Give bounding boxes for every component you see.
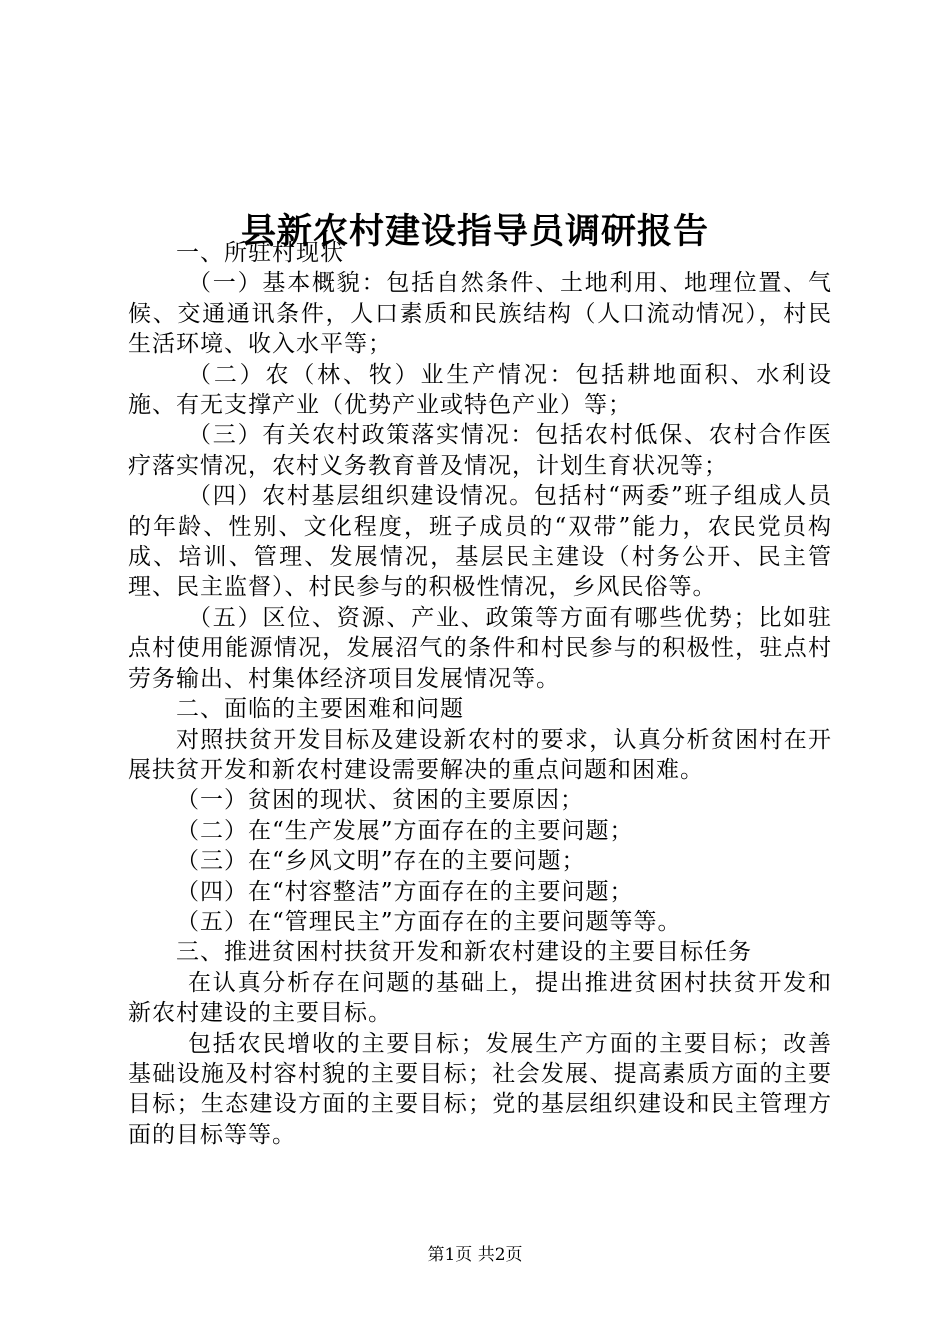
paragraph-1-5: （五）区位、资源、产业、政策等方面有哪些优势；比如驻点村使用能源情况，发展沼气的条件和村民参与的积极性，驻点村劳务输出、村集体经济项目发展情况等。: [128, 604, 832, 692]
document-body: [128, 238, 832, 1150]
section-heading-1: 一、所驻村现状: [176, 240, 344, 266]
document-title: 县新农村建设指导员调研报告: [240, 211, 709, 253]
list-item-2-4: （四）在“村容整洁”方面存在的主要问题；: [176, 878, 634, 905]
list-item-2-5: （五）在“管理民主”方面存在的主要问题等等。: [176, 908, 682, 935]
paragraph-1-4: （四）农村基层组织建设情况。包括村“两委”班子组成人员的年龄、性别、文化程度，班子成员的“双带”能力，农民党员构成、培训、管理、发展情况，基层民主建设（村务公开、民主管理、民主监督）、村民参与的积极性情况，乡风民俗等。: [128, 483, 832, 601]
section-heading-3: 三、推进贫困村扶贫开发和新农村建设的主要目标任务: [176, 939, 752, 966]
paragraph-2-intro: 对照扶贫开发目标及建设新农村的要求，认真分析贫困村在开展扶贫开发和新农村建设需要解决的重点问题和困难。: [128, 726, 832, 783]
list-item-2-1: （一）贫困的现状、贫困的主要原因；: [176, 787, 584, 814]
paragraph-1-1: （一）基本概貌：包括自然条件、土地利用、地理位置、气候、交通通讯条件，人口素质和民族结构（人口流动情况），村民生活环境、收入水平等；: [128, 270, 832, 358]
page-indicator: 第1页 共2页: [427, 1245, 523, 1265]
paragraph-3-1: 在认真分析存在问题的基础上，提出推进贫困村扶贫开发和新农村建设的主要目标。: [128, 969, 832, 1027]
list-item-2-3: （三）在“乡风文明”存在的主要问题；: [176, 848, 586, 875]
paragraph-1-2: （二）农（林、牧）业生产情况：包括耕地面积、水利设施、有无支撑产业（优势产业或特色产业）等；: [128, 361, 832, 419]
paragraph-1-3: （三）有关农村政策落实情况：包括农村低保、农村合作医疗落实情况，农村义务教育普及情况，计划生育状况等；: [128, 422, 832, 479]
list-item-2-2: （二）在“生产发展”方面存在的主要问题；: [176, 817, 634, 844]
section-heading-2: 二、面临的主要困难和问题: [176, 696, 464, 723]
paragraph-3-2: 包括农民增收的主要目标；发展生产方面的主要目标；改善基础设施及村容村貌的主要目标；社会发展、提高素质方面的主要目标；生态建设方面的主要目标；党的基层组织建设和民主管理方面的目标等等。: [128, 1030, 832, 1148]
